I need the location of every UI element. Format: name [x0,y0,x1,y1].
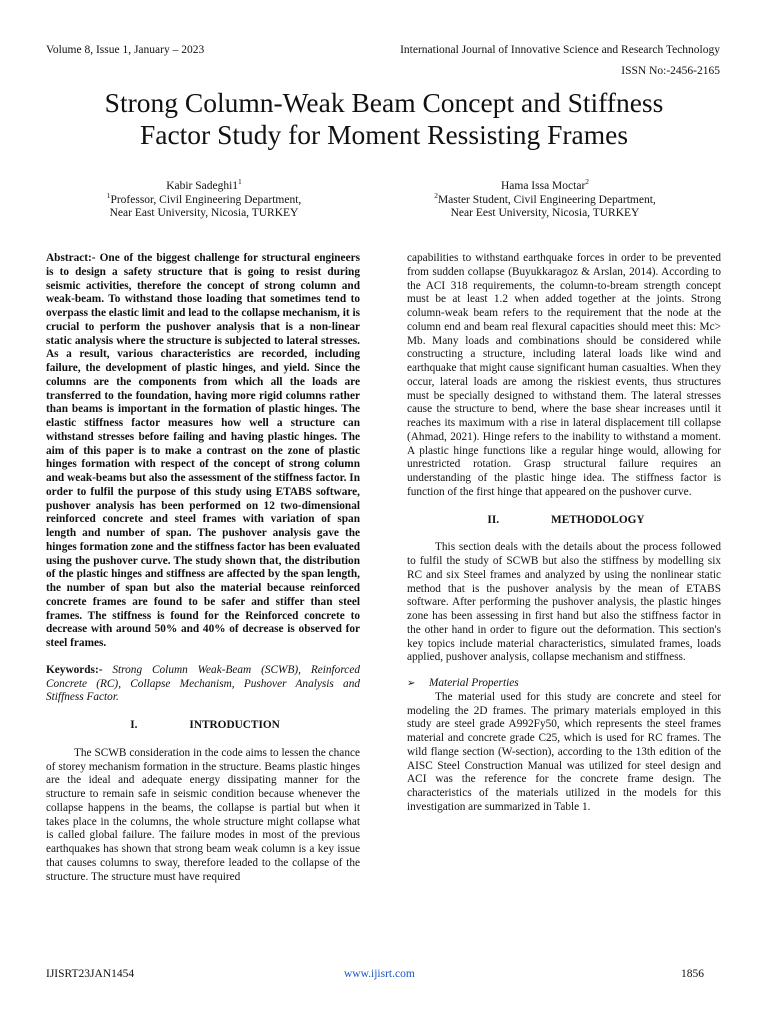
author-block-2 [395,177,695,221]
author-university: Near Eest University, Nicosia, TURKEY [450,207,640,219]
header-volume: Volume 8, Issue 1, January – 2023 [46,44,205,56]
left-column [46,252,360,884]
title-line-2: Factor Study for Moment Ressisting Frames [139,119,629,150]
keywords: Keywords:- Strong Column Weak-Beam (SCWB), Reinforced Concrete (RC), Collapse Mechanism, Pushover Analysis and Stiffness Factor. [46,663,360,704]
header-issn: ISSN No:-2456-2165 [621,65,720,77]
section-heading-methodology: II. METHODOLOGY [487,513,645,526]
arrow-bullet-icon: ➢ [407,678,416,689]
introduction-paragraph: The SCWB consideration in the code aims to lessen the chance of storey mechanism formation in the structure. Beams plastic hinges are the ideal and adequate energy dissipating manner for the structure to remain safe in seismic condition because whenever the collapse happens in the beams, the collapse is partial but when it takes place in the columns, the whole structure might collapse what is called global failure. The failure modes in most of the previous earthquakes has shown that strong beam weak column is a key issue that causes columns to sway, therefore leaded to the collapse of the structure. The structure must have required [46,746,360,883]
header-journal-name: International Journal of Innovative Science and Research Technology [400,44,720,56]
author-university: Near East University, Nicosia, TURKEY [109,207,299,219]
abstract: Abstract:- One of the biggest challenge for structural engineers is to design a safety structure that is going to resist during seismic activities, therefore the concept of strong column and weak-beam. To withstand those loading that sometimes tend to overpass the elastic limit and lead to the collapse mechanism, it is crucial to perform the pushover analysis that is a non-linear static analysis where the structure is subjected to lateral stresses. As a result, various characteristics are recorded, including failure, the development of plastic hinges, and yield. Since the columns are the components from which all the loads are transferred to the foundation, having more rigid columns rather than beams is important in the formation of plastic hinges. The elastic stiffness factor measures how well a structure can withstand stresses before failing and having plastic hinges. The aim of this paper is to make a contrast on the zone of plastic hinges formation with respect of the concept of strong column and weak-beams but also the assessment of the stiffness factor. In order to fulfil the purpose of this study using ETABS software, pushover analysis has been performed on 12 two-dimensional reinforced concrete and steel frames with variation of span length and number of span. The pushover analysis gave the hinges formation zone and the stiffness factor has been evaluated using the pushover curve. The study shown that, the distribution of the plastic hinges and stiffness are affected by the span length, the number of span but also the material because reinforced concrete frames are found to be safer and stiffer than steel frames. The stiffness is found for the Reinforced concrete to decrease with around 50% and 40% of decrease is observed for steel frames. [46,252,360,649]
footer-paper-id: IJISRT23JAN1454 [46,968,135,980]
author-affiliation: $^1$Professor, Civil Engineering Department, [106,190,302,206]
introduction-continued-paragraph: capabilities to withstand earthquake forces in order to be prevented from sudden collapse (Buyukkaragoz & Arslan, 2014). According to the ACI 318 requirements, the column-to-bream strength concept must be at least 1.2 when added together at the joints. Strong column-weak beam refers to the requirement that the node at the column end and beam real flexural capacities should meet this: Mc> Mb. Many loads and combinations should be considered while constructing a structure, including lateral loads like wind and earthquake that might cause significant human casualties. When they occur, lateral loads are among the riskiest events, thus structures must be specially designed to withstand them. The lateral stresses cause the structure to bend, where the base shear increases until it reaches its maximum with a rise in lateral displacement till collapse (Ahmad, 2021). Hinge refers to the inability to withstand a moment. A plastic hinge functions like a regular hinge would, allowing for unrestricted rotation. Grasp structural failure requires an understanding of the plastic hinge idea. The stiffness factor is function of the first hinge that appeared on the pushover curve. [407,252,721,498]
author-name: Kabir $Sadeghi1^1$ [166,177,242,192]
paper-title [40,87,728,151]
right-column [407,252,721,815]
section-heading-introduction: I. INTRODUCTION [130,719,280,731]
title-line-1: Strong Column-Weak Beam Concept and Stiffness [104,87,664,118]
material-properties-paragraph: The material used for this study are concrete and steel for modeling the 2D frames. The primary materials employed in this study are steel grade A992Fy50, which represents the steel frames material and concrete grade C25, which is used for RC frames. The wild flange section (W-section), according to the 13th edition of the AISC Steel Construction Manual was utilized for steel design and ACI was the reference for the concrete frame design. The characteristics of the materials utilized in the models for this investigation are summarized in Table 1. [407,690,721,813]
author-block-1 [54,177,354,221]
author-affiliation: $^2$Master Student, Civil Engineering Department, [434,190,656,206]
subsection-heading-material-properties: ➢ Material Properties [407,677,519,689]
methodology-paragraph: This section deals with the details about the process followed to fulfil the study of SCWB but also the stiffness by modelling six RC and six Steel frames and analyzed by using the nonlinear static method that is the pushover analysis by the mean of ETABS software. After performing the pushover analysis, the plastic hinges zone has been assessing in first hand but also the stiffness factor in the other hand in order to figure out the deformation. This section's key topics include material characteristics, simulated frames, loads applied, pushover analysis, collapse mechanism and stiffness. [407,541,721,664]
footer-page-number: 1856 [681,968,704,980]
author-name: Hama Issa Moctar$^2$ [500,177,590,192]
footer-website-link[interactable]: www.ijisrt.com [344,968,415,980]
